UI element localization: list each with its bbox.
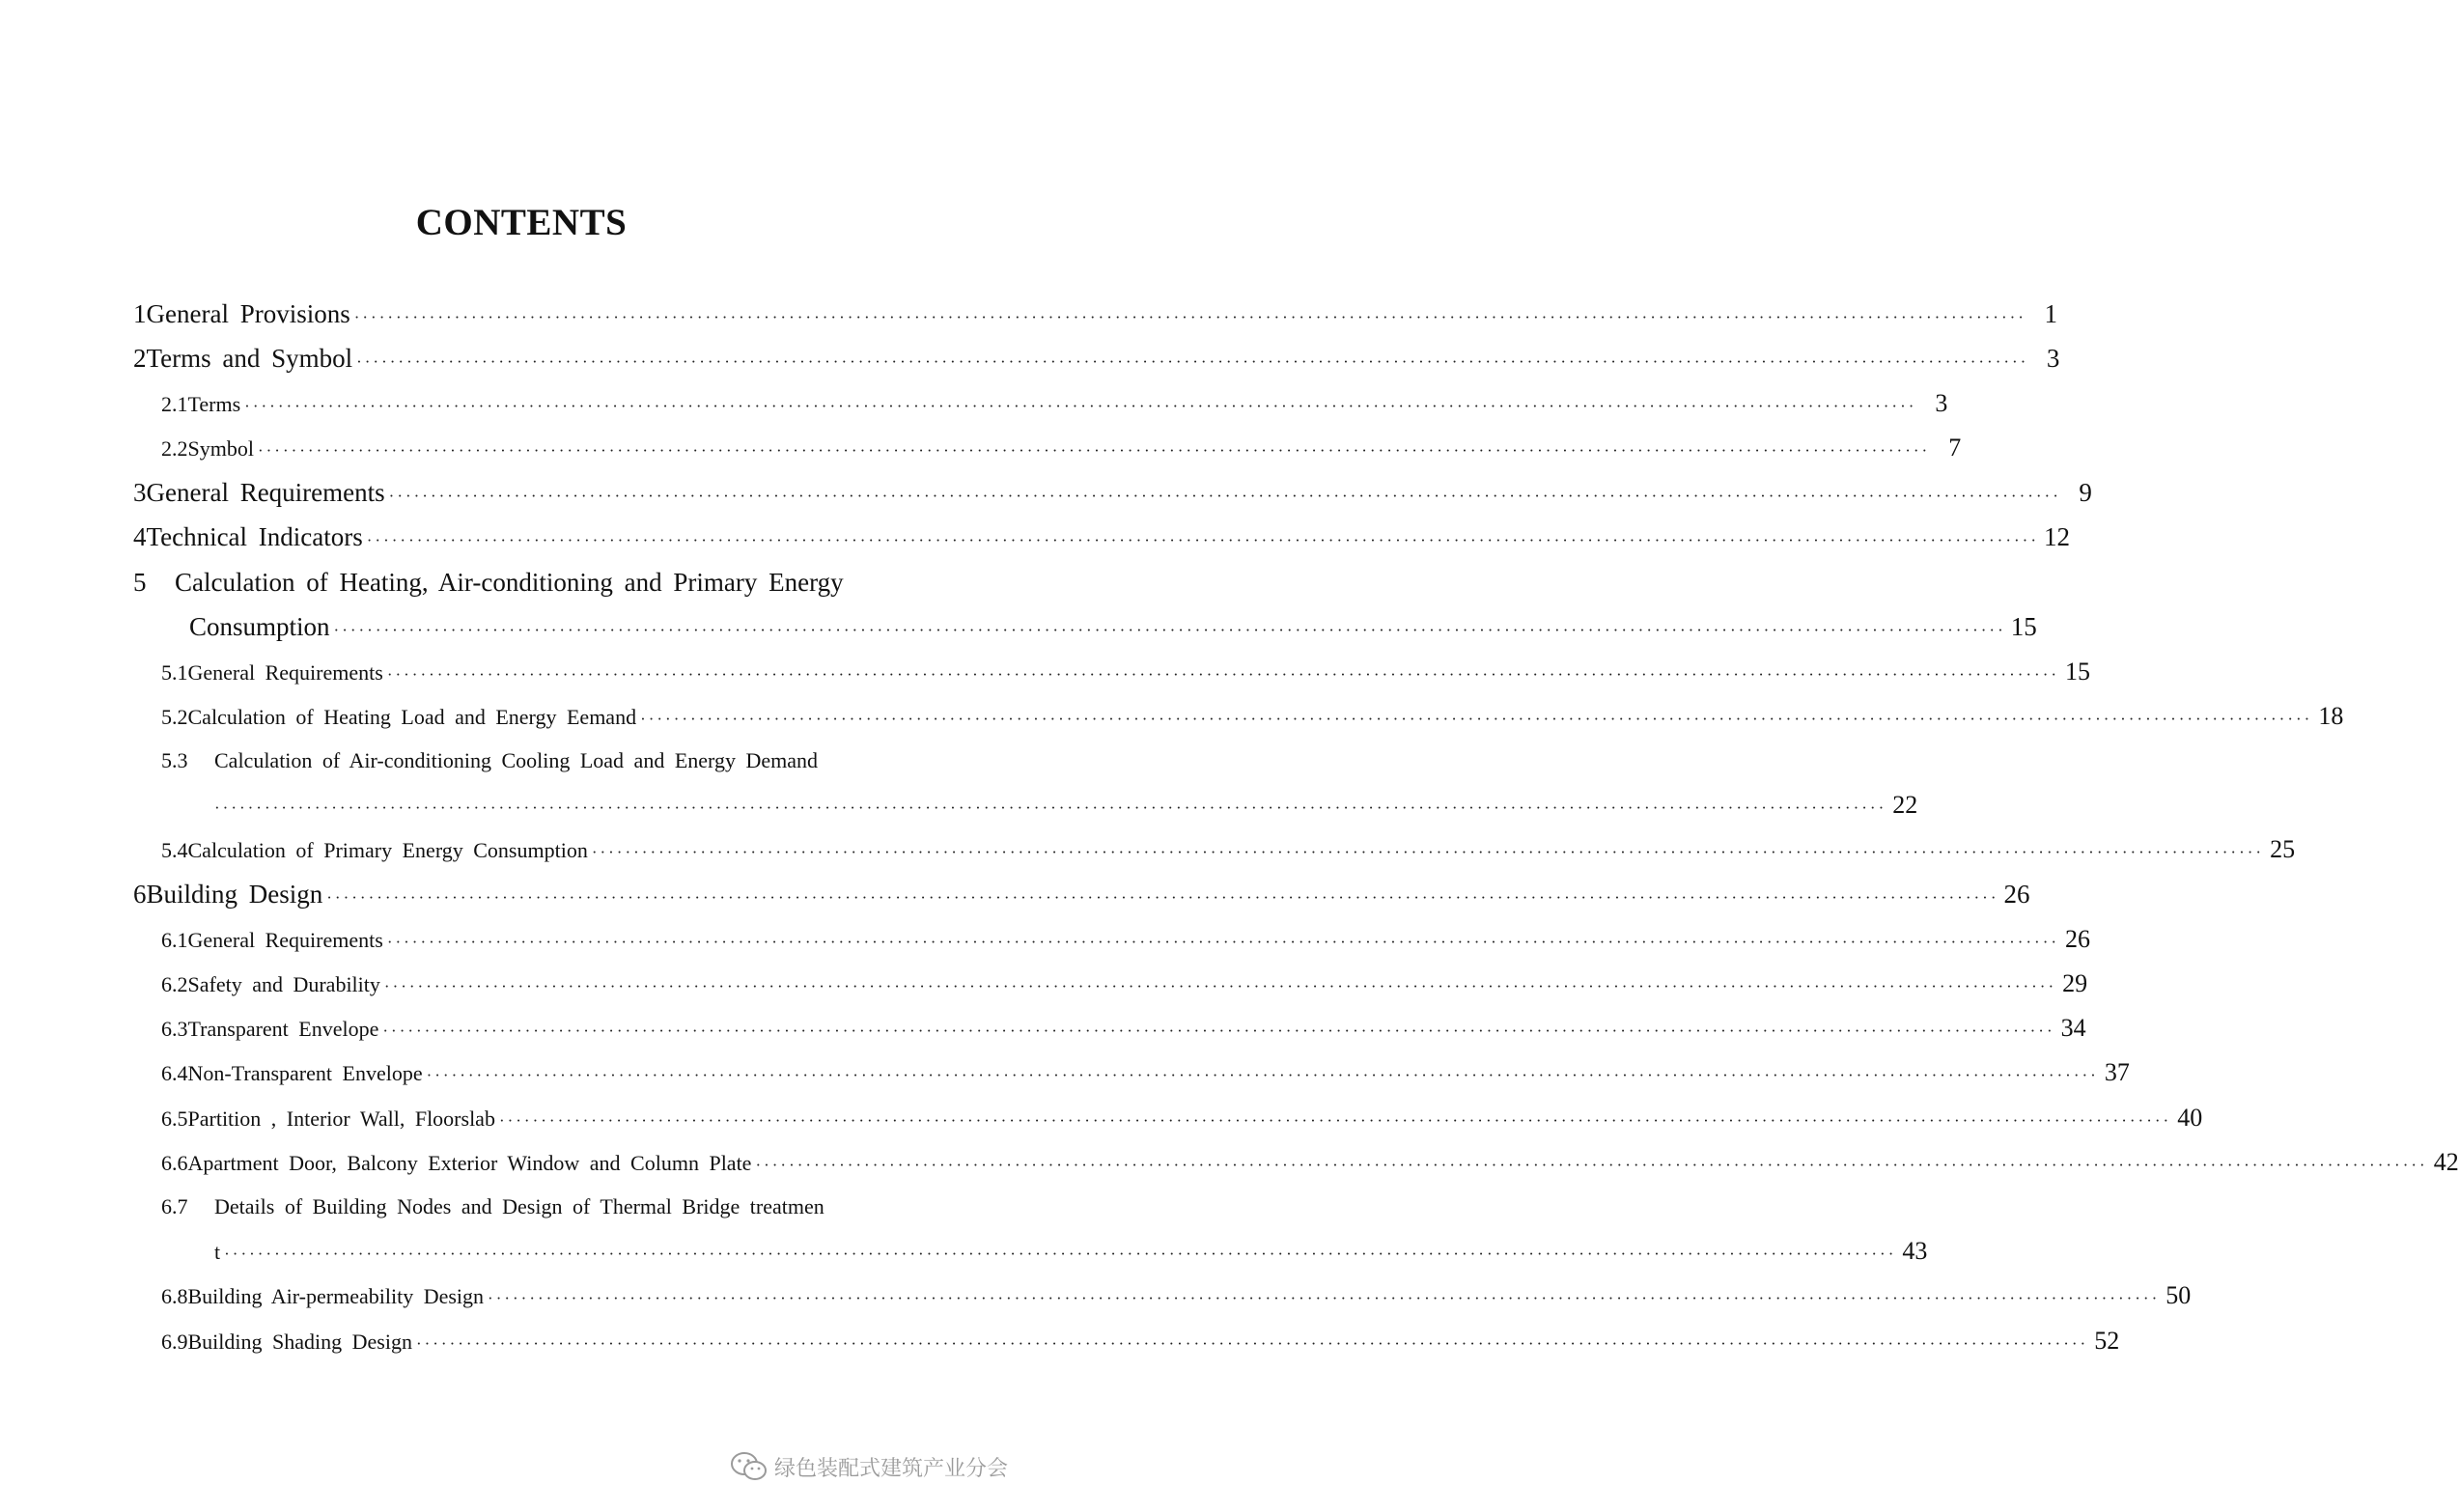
toc-entry-continuation[interactable] <box>214 786 1918 825</box>
toc-leader: ········································································································································································································ <box>382 1022 2055 1040</box>
toc-page: 43 <box>1902 1237 1928 1265</box>
toc-entry[interactable] <box>161 965 2088 1003</box>
toc-number: 6.5 <box>161 1106 188 1131</box>
toc-page: 22 <box>1892 791 1918 819</box>
toc-leader: ········································································································································································································ <box>366 531 2039 549</box>
toc-page: 40 <box>2177 1104 2203 1132</box>
toc-entry[interactable] <box>161 429 1962 467</box>
toc-title: Transparent Envelope <box>187 1017 379 1041</box>
toc-title: Terms and Symbol <box>146 344 353 373</box>
toc-leader: ········································································································································································································ <box>353 308 2026 326</box>
toc-entry-first-line[interactable] <box>161 1188 824 1226</box>
toc-entry[interactable] <box>161 920 2091 959</box>
toc-entry[interactable] <box>161 1009 2086 1048</box>
toc-number: 6.4 <box>161 1061 188 1085</box>
toc-entry[interactable] <box>161 1276 2192 1315</box>
toc-number: 5.3 <box>161 748 188 772</box>
toc-entry[interactable] <box>161 697 2344 736</box>
wechat-icon <box>730 1450 768 1483</box>
toc-number: 2.2 <box>161 436 188 461</box>
toc-number: 4 <box>133 522 147 551</box>
toc-page: 34 <box>2060 1014 2086 1042</box>
toc-title: Calculation of Air-conditioning Cooling Load and Energy Demand <box>214 748 818 772</box>
toc-number: 6 <box>133 880 147 909</box>
toc-number: 1 <box>133 299 147 328</box>
toc-entry[interactable] <box>133 294 2057 333</box>
toc-entry[interactable] <box>161 1099 2203 1137</box>
toc-title: Building Shading Design <box>187 1330 412 1354</box>
toc-leader: ········································································································································································································ <box>386 933 2060 951</box>
toc-entry[interactable] <box>133 518 2070 556</box>
toc-page: 12 <box>2044 522 2070 551</box>
toc-page: 7 <box>1948 434 1962 462</box>
toc-page: 29 <box>2062 969 2088 997</box>
toc-title: Safety and Durability <box>187 972 380 996</box>
toc-title: Calculation of Primary Energy Consumption <box>187 838 588 862</box>
toc-title: Calculation of Heating Load and Energy Eemand <box>187 705 637 729</box>
watermark-text: 绿色装配式建筑产业分会 <box>773 1456 1008 1481</box>
toc-leader: ········································································································································································································ <box>224 1245 1897 1263</box>
toc-number: 6.9 <box>161 1330 188 1354</box>
toc-entry-first-line[interactable] <box>161 742 818 780</box>
toc-leader: ········································································································································································································ <box>388 487 2061 505</box>
toc-entry[interactable] <box>133 339 2060 378</box>
toc-entry[interactable] <box>161 830 2296 869</box>
toc-number: 6.1 <box>161 928 188 952</box>
toc-entry-continuation[interactable] <box>189 607 2037 646</box>
toc-number: 6.3 <box>161 1017 188 1041</box>
toc-entry[interactable] <box>161 653 2091 691</box>
toc-leader: ········································································································································································································ <box>383 977 2057 995</box>
toc-leader: ········································································································································································································ <box>214 798 1887 817</box>
toc-page: 3 <box>2046 344 2060 373</box>
toc-title: Terms <box>187 392 241 416</box>
toc-page: 42 <box>2433 1148 2459 1176</box>
toc-entry[interactable] <box>161 384 1948 423</box>
toc-page: 15 <box>2065 658 2091 686</box>
toc-title: General Requirements <box>146 478 385 507</box>
toc-number: 6.6 <box>161 1151 188 1175</box>
toc-page: 25 <box>2270 835 2296 863</box>
toc-number: 6.8 <box>161 1284 188 1308</box>
toc-page: 9 <box>2079 478 2092 507</box>
toc-title: Symbol <box>187 436 254 461</box>
toc-page: 3 <box>1935 389 1948 417</box>
toc-title: Building Design <box>146 880 323 909</box>
toc-entry-continuation[interactable] <box>214 1232 1928 1271</box>
toc-page: 52 <box>2094 1327 2120 1355</box>
toc-entry[interactable] <box>161 1053 2130 1092</box>
toc-page: 26 <box>2065 925 2091 953</box>
toc-page: 1 <box>2044 299 2057 328</box>
toc-number: 5.2 <box>161 705 188 729</box>
toc-leader: ········································································································································································································ <box>386 665 2060 684</box>
toc-title: Non-Transparent Envelope <box>187 1061 423 1085</box>
toc-number: 2 <box>133 344 147 373</box>
toc-title: General Requirements <box>187 928 383 952</box>
toc-leader: ········································································································································································································ <box>333 621 2006 639</box>
toc-leader: ········································································································································································································ <box>244 397 1917 415</box>
toc-entry[interactable] <box>161 1143 2459 1182</box>
toc-title: General Provisions <box>146 299 350 328</box>
toc-number: 5.1 <box>161 660 188 685</box>
toc-title: Details of Building Nodes and Design of Thermal Bridge treatmen <box>214 1194 824 1218</box>
toc-title: Calculation of Heating, Air-conditioning and Primary Energy <box>175 568 844 597</box>
toc-entry[interactable] <box>161 1322 2120 1360</box>
toc-entry-first-line[interactable] <box>133 563 844 602</box>
toc-page: 18 <box>2318 702 2344 730</box>
toc-leader: ········································································································································································································ <box>326 888 1999 907</box>
toc-leader: ········································································································································································································ <box>755 1156 2428 1174</box>
toc-leader: ········································································································································································································ <box>356 352 2029 371</box>
toc-leader: ········································································································································································································ <box>257 441 1931 460</box>
toc-number: 6.2 <box>161 972 188 996</box>
toc-entry[interactable] <box>133 473 2092 512</box>
watermark <box>730 1450 1008 1483</box>
toc-title-continued: t <box>214 1240 221 1264</box>
toc-entry[interactable] <box>133 875 2030 913</box>
toc-page: 37 <box>2104 1058 2130 1086</box>
toc-title: Partition , Interior Wall, Floorslab <box>187 1106 495 1131</box>
page-title: CONTENTS <box>415 202 628 243</box>
toc-title: General Requirements <box>187 660 383 685</box>
toc-leader: ········································································································································································································ <box>415 1334 2089 1353</box>
toc-title-continued: Consumption <box>189 612 330 641</box>
toc-leader: ········································································································································································································ <box>498 1111 2172 1130</box>
toc-number: 5.4 <box>161 838 188 862</box>
toc-title: Building Air-permeability Design <box>187 1284 485 1308</box>
toc-leader: ········································································································································································································ <box>488 1289 2161 1307</box>
toc-page: 26 <box>2003 880 2030 909</box>
toc-leader: ········································································································································································································ <box>640 710 2313 728</box>
toc-number: 6.7 <box>161 1194 188 1218</box>
toc-page: 15 <box>2010 612 2037 641</box>
toc-number: 2.1 <box>161 392 188 416</box>
toc-title: Technical Indicators <box>146 522 363 551</box>
toc-number: 3 <box>133 478 147 507</box>
toc-leader: ········································································································································································································ <box>426 1066 2099 1084</box>
toc-title: Apartment Door, Balcony Exterior Window and Column Plate <box>187 1151 752 1175</box>
toc-page: 50 <box>2166 1281 2192 1309</box>
toc-number: 5 <box>133 568 147 597</box>
toc-leader: ········································································································································································································ <box>591 843 2265 861</box>
